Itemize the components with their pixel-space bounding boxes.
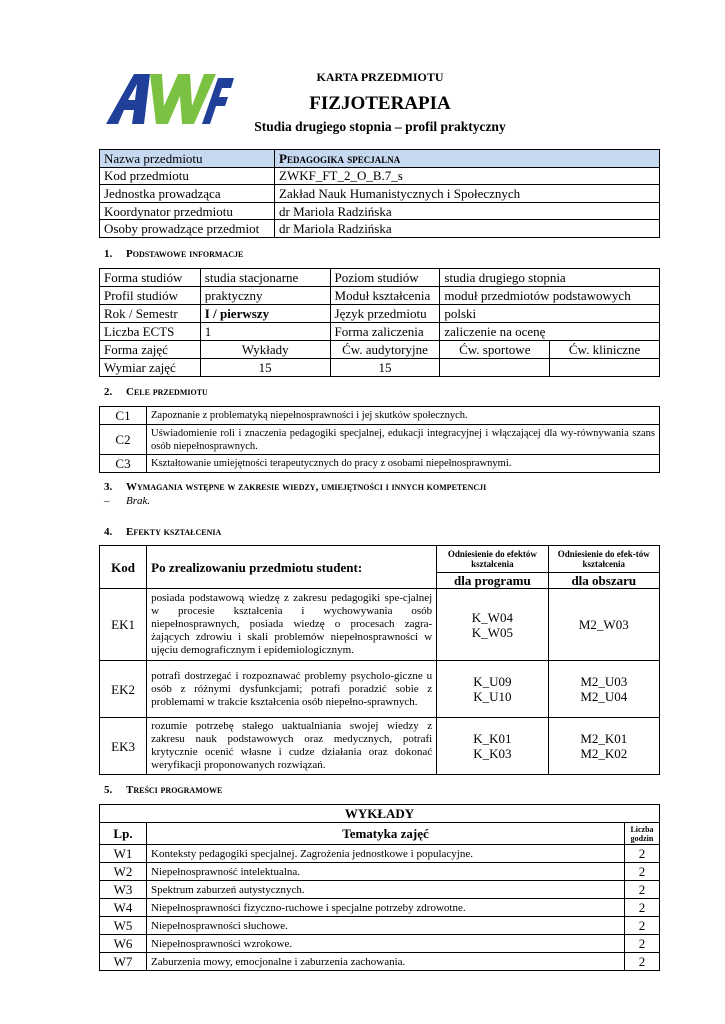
cell-value: moduł przedmiotów podstawowych xyxy=(440,287,660,305)
class-hours: 15 xyxy=(330,359,440,377)
lecture-lp: W1 xyxy=(100,845,147,863)
class-form: Ćw. audytoryjne xyxy=(330,341,440,359)
cell-value: studia drugiego stopnia xyxy=(440,269,660,287)
lecture-lp: W4 xyxy=(100,899,147,917)
class-hours: 15 xyxy=(200,359,330,377)
effect-desc: posiada podstawową wiedzę z zakresu pedagogiki spe-cjalnej w procesie kształcenia i wychowywania osób niepełnosprawnych, posiada wiedzę o procesach zagra-żających zdrowiu i skali problemów niepełnosprawności w ujęciu demograficznym i epidemiologicznym. xyxy=(147,589,437,661)
subject-label: Kod przedmiotu xyxy=(100,167,275,185)
table-row xyxy=(100,661,660,718)
program-title: FIZJOTERAPIA xyxy=(309,93,451,114)
awf-logo xyxy=(104,70,234,126)
table-row xyxy=(100,899,660,917)
section-heading-1: 1. Podstawowe informacje xyxy=(104,248,244,260)
effect-prog-ref: K_W04 K_W05 xyxy=(437,589,548,661)
class-form: Ćw. sportowe xyxy=(440,341,550,359)
effect-code: EK2 xyxy=(100,661,147,718)
effect-area-ref: M2_U03 M2_U04 xyxy=(548,661,659,718)
effect-area-ref: M2_W03 xyxy=(548,589,659,661)
col-header: dla obszaru xyxy=(548,573,659,589)
effect-prog-ref: K_U09 K_U10 xyxy=(437,661,548,718)
table-row xyxy=(100,220,660,238)
lecture-lp: W7 xyxy=(100,953,147,971)
table-row xyxy=(100,185,660,203)
svg-text:AWF: AWF xyxy=(104,70,107,71)
table-row xyxy=(100,359,660,377)
subject-table xyxy=(99,149,660,238)
col-header: Liczba godzin xyxy=(625,823,660,845)
goal-text: Zapoznanie z problematyką niepełnosprawności i jej skutków społecznych. xyxy=(147,407,660,425)
cell-label: Rok / Semestr xyxy=(100,305,201,323)
cell-label: Język przedmiotu xyxy=(330,305,440,323)
lecture-hours: 2 xyxy=(625,863,660,881)
effect-code: EK1 xyxy=(100,589,147,661)
subject-value: dr Mariola Radzińska xyxy=(275,202,660,220)
cell-label: Forma studiów xyxy=(100,269,201,287)
table-row xyxy=(100,202,660,220)
lectures-caption: WYKŁADY xyxy=(100,805,660,823)
lecture-topic: Zaburzenia mowy, emocjonalne i zaburzenia zachowania. xyxy=(147,953,625,971)
lecture-topic: Niepełnosprawność intelektualna. xyxy=(147,863,625,881)
lecture-hours: 2 xyxy=(625,953,660,971)
table-row xyxy=(100,589,660,661)
cell-label: Wymiar zajęć xyxy=(100,359,201,377)
section-heading-2: 2. Cele przedmiotu xyxy=(104,386,208,398)
effect-code: EK3 xyxy=(100,718,147,775)
table-row xyxy=(100,305,660,323)
goal-code: C2 xyxy=(100,425,147,455)
class-hours xyxy=(440,359,550,377)
col-header: Odniesienie do efek-tów kształcenia xyxy=(548,546,659,573)
cell-label: Profil studiów xyxy=(100,287,201,305)
class-hours xyxy=(550,359,660,377)
lecture-topic: Konteksty pedagogiki specjalnej. Zagrożenia jednostkowe i populacyjne. xyxy=(147,845,625,863)
cell-value: praktyczny xyxy=(200,287,330,305)
cell-value: polski xyxy=(440,305,660,323)
lecture-hours: 2 xyxy=(625,935,660,953)
lecture-topic: Niepełnosprawności słuchowe. xyxy=(147,917,625,935)
table-row xyxy=(100,341,660,359)
goal-code: C1 xyxy=(100,407,147,425)
subject-label: Osoby prowadzące przedmiot xyxy=(100,220,275,238)
table-row xyxy=(100,953,660,971)
col-header: Lp. xyxy=(100,823,147,845)
col-header: Odniesienie do efektów kształcenia xyxy=(437,546,548,573)
table-row xyxy=(100,407,660,425)
lecture-lp: W6 xyxy=(100,935,147,953)
table-row xyxy=(100,881,660,899)
lecture-hours: 2 xyxy=(625,899,660,917)
effect-prog-ref: K_K01 K_K03 xyxy=(437,718,548,775)
goal-text: Uświadomienie roli i znaczenia pedagogiki specjalnej, edukacji integracyjnej i włączającej dla wy-równywania szans osób niepełnosprawnych. xyxy=(147,425,660,455)
lecture-hours: 2 xyxy=(625,845,660,863)
cell-label: Forma zajęć xyxy=(100,341,201,359)
lectures-table xyxy=(99,804,660,971)
lecture-topic: Niepełnosprawności fizyczno-ruchowe i specjalne potrzeby zdrowotne. xyxy=(147,899,625,917)
lecture-lp: W5 xyxy=(100,917,147,935)
subject-value: Zakład Nauk Humanistycznych i Społecznych xyxy=(275,185,660,203)
subject-value: ZWKF_FT_2_O_B.7_s xyxy=(275,167,660,185)
effect-desc: rozumie potrzebę stałego uaktualniania swojej wiedzy z zakresu nauk podstawowych oraz medycznych, potrafi krytycznie ocenić własne i cudze działania oraz dokonać weryfikacji proponowanych rozwiązań. xyxy=(147,718,437,775)
logo-letter-a xyxy=(106,74,150,124)
cell-label: Forma zaliczenia xyxy=(330,323,440,341)
effects-table xyxy=(99,545,660,775)
card-label: KARTA PRZEDMIOTU xyxy=(316,70,444,84)
prerequisites: – Brak. xyxy=(104,495,151,507)
goal-text: Kształtowanie umiejętności terapeutycznych do pracy z osobami niepełnosprawnymi. xyxy=(147,455,660,473)
section-heading-5: 5. Treści programowe xyxy=(104,784,223,796)
col-header: dla programu xyxy=(437,573,548,589)
goal-code: C3 xyxy=(100,455,147,473)
table-row xyxy=(100,455,660,473)
basic-info-table xyxy=(99,268,660,377)
subject-label: Koordynator przedmiotu xyxy=(100,202,275,220)
section-heading-3: 3. Wymagania wstępne w zakresie wiedzy, umiejętności i innych kompetencji xyxy=(104,481,487,493)
class-form: Ćw. kliniczne xyxy=(550,341,660,359)
table-row xyxy=(100,823,660,845)
subject-label: Nazwa przedmiotu xyxy=(100,150,275,168)
effect-desc: potrafi dostrzegać i rozpoznawać problemy psycholo-giczne u osób z różnymi dysfunkcjami; potrafi poradzić sobie z problemami w trakcie kształcenia osób niepełno-sprawnych. xyxy=(147,661,437,718)
cell-label: Poziom studiów xyxy=(330,269,440,287)
lecture-hours: 2 xyxy=(625,881,660,899)
table-row xyxy=(100,718,660,775)
cell-value: zaliczenie na ocenę xyxy=(440,323,660,341)
table-row xyxy=(100,935,660,953)
effect-area-ref: M2_K01 M2_K02 xyxy=(548,718,659,775)
lecture-topic: Niepełnosprawności wzrokowe. xyxy=(147,935,625,953)
cell-label: Moduł kształcenia xyxy=(330,287,440,305)
subject-label: Jednostka prowadząca xyxy=(100,185,275,203)
cell-label: Liczba ECTS xyxy=(100,323,201,341)
table-row xyxy=(100,287,660,305)
cell-value: 1 xyxy=(200,323,330,341)
table-row xyxy=(100,917,660,935)
table-row xyxy=(100,150,660,168)
goals-table xyxy=(99,406,660,473)
col-header: Kod xyxy=(100,546,147,589)
subject-value: dr Mariola Radzińska xyxy=(275,220,660,238)
table-row xyxy=(100,546,660,573)
lecture-hours: 2 xyxy=(625,917,660,935)
cell-value: studia stacjonarne xyxy=(200,269,330,287)
lecture-lp: W3 xyxy=(100,881,147,899)
col-header: Tematyka zajęć xyxy=(147,823,625,845)
table-row xyxy=(100,269,660,287)
study-level: Studia drugiego stopnia – profil praktyczny xyxy=(254,119,506,134)
section-heading-4: 4. Efekty kształcenia xyxy=(104,526,222,538)
table-row xyxy=(100,845,660,863)
table-row xyxy=(100,167,660,185)
lecture-lp: W2 xyxy=(100,863,147,881)
col-header: Po zrealizowaniu przedmiotu student: xyxy=(147,546,437,589)
table-row xyxy=(100,805,660,823)
class-form: Wykłady xyxy=(200,341,330,359)
table-row xyxy=(100,863,660,881)
table-row xyxy=(100,323,660,341)
subject-name: Pedagogika specjalna xyxy=(275,150,660,168)
table-row xyxy=(100,425,660,455)
cell-value: I / pierwszy xyxy=(200,305,330,323)
lecture-topic: Spektrum zaburzeń autystycznych. xyxy=(147,881,625,899)
